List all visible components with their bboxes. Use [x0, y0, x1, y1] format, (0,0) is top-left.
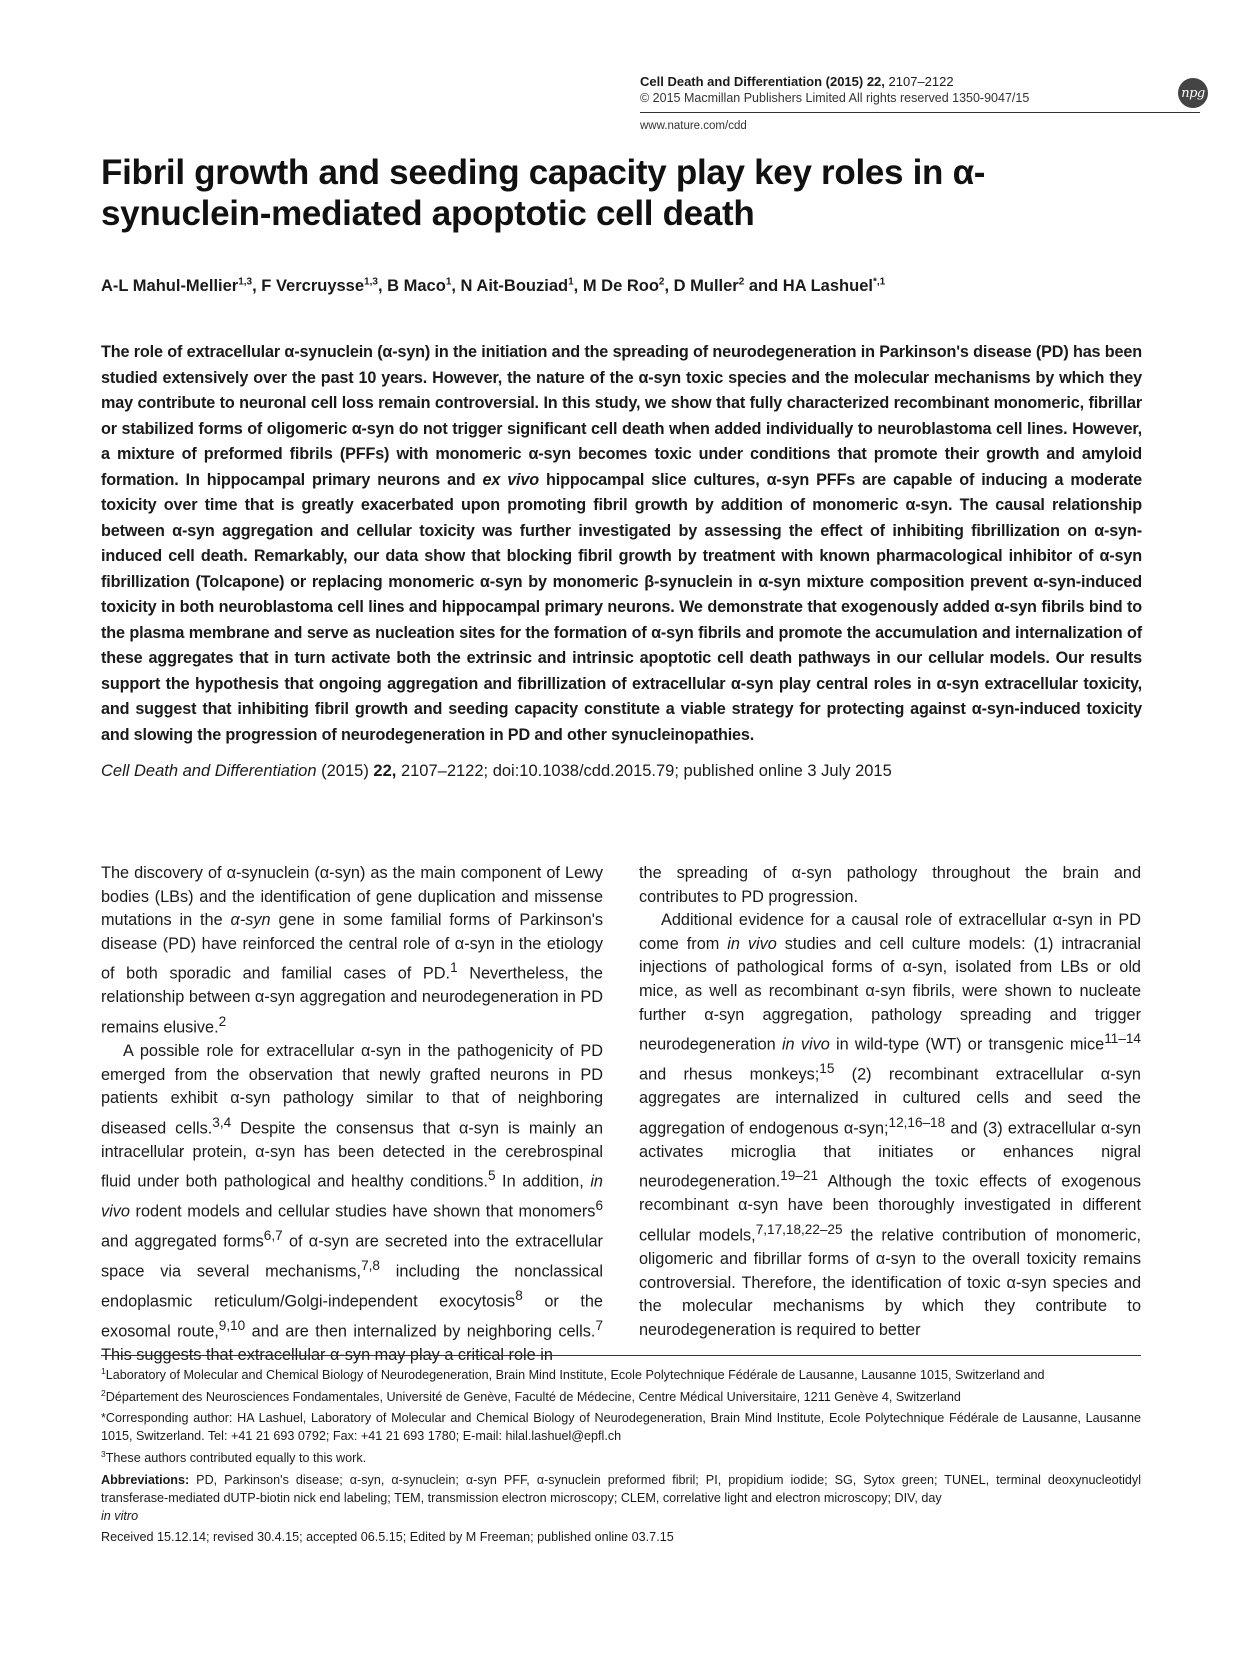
journal-header — [640, 74, 1100, 132]
paragraph: the spreading of α-syn pathology throughout the brain and contributes to PD progression. — [639, 864, 1141, 906]
paragraph: A possible role for extracellular α-syn in the pathogenicity of PD emerged from the observation that newly grafted neurons in PD patients exhibit α-syn pathology similar to that of neighboring diseased cells.$^{3,4}$ Despite the consensus that α-syn is mainly an intracellular protein, α-syn has been detected in the cerebrospinal fluid under both pathological and healthy conditions.$^5$ In addition, in vivo rodent models and cellular studies have shown that monomers$^6$ and aggregated forms$^{6,7}$ of α-syn are secreted into the extracellular space via several mechanisms,$^{7,8}$ including the nonclassical endoplasmic reticulum/Golgi-independent exocytosis$^8$ or the exosomal route,$^{9,10}$ and are then internalized by neighboring cells.$^7$ This suggests that extracellular α-syn may play a critical role in — [101, 1042, 604, 1365]
affiliations-footnote: $^1$Laboratory of Molecular and Chemical Biology of Neurodegeneration, Brain Mind Institute, Ecole Polytechnique Fédérale de Lausanne, Lausanne 1015, Switzerland and $^2$Département des Neurosciences Fondamentales, Université de Genève, Faculté de Médecine, Centre Médical Universitaire, 1211 Genève 4, Switzerland — [101, 1366, 1045, 1405]
authors-1: A-L Mahul-Mellier$^{1,3}$, F Vercruysse$^{1,3}$, B Maco$^1$, N Ait-Bouziad$^1$, M De Roo$^2$, D Muller$^2$ and HA Lashuel$^{*,1}$ — [101, 276, 886, 295]
abbreviations-footnote: Abbreviations: PD, Parkinson's disease; α-syn, α-synuclein; α-syn PFF, α-synuclein preformed fibril; PI, propidium iodide; SG, Sytox green; TUNEL, terminal deoxynucleotidyl transferase-mediated dUTP-biotin nick end labeling; TEM, transmission electron microscopy; CLEM, correlative light and electron microscopy; DIV, day in vitro — [101, 1472, 1141, 1523]
article-title: Fibril growth and seeding capacity play key roles in α-synuclein-mediated apoptotic cell death — [101, 153, 986, 233]
received-dates: Received 15.12.14; revised 30.4.15; accepted 06.5.15; Edited by M Freeman; published online 03.7.15 — [101, 1529, 674, 1544]
equal-contribution-footnote: $^3$These authors contributed equally to this work. — [101, 1449, 367, 1466]
paragraph: Additional evidence for a causal role of extracellular α-syn in PD come from in vivo studies and cell culture models: (1) intracranial injections of pathological forms of α-syn, isolated from LBs or old mice, as well as recombinant α-syn fibrils, were shown to nucleate further α-syn aggregation, pathology spreading and trigger neurodegeneration in vivo in wild-type (WT) or transgenic mice$^{11-14}$ and rhesus monkeys;$^{15}$ (2) recombinant extracellular α-syn aggregates are internalized in cultured cells and seed the aggregation of endogenous α-syn;$^{12,16-18}$ and (3) extracellular α-syn activates microglia that initiates or enhances nigral neurodegeneration.$^{19-21}$ Although the toxic effects of exogenous recombinant α-syn have been thoroughly investigated in different cellular models,$^{7,17,18,22-25}$ the relative contribution of monomeric, oligomeric and fibrillar forms of α-syn to the overall toxicity remains controversial. Therefore, the identification of toxic α-syn species and the molecular mechanisms by which they contribute to neurodegeneration is required to better — [639, 911, 1141, 1339]
citation-journal: Cell Death and Differentiation — [101, 762, 317, 780]
npg-logo: npg — [1178, 78, 1208, 108]
abstract: The role of extracellular α-synuclein (α-syn) in the initiation and the spreading of neurodegeneration in Parkinson's disease (PD) has been studied extensively over the past 10 years. However, the nature of the α-syn toxic species and the molecular mechanisms by which they may contribute to neuronal cell loss remain controversial. In this study, we show that fully characterized recombinant monomeric, fibrillar or stabilized forms of oligomeric α-syn do not trigger significant cell death when added individually to neuroblastoma cell lines. However, a mixture of preformed fibrils (PFFs) with monomeric α-syn becomes toxic under conditions that promote their growth and amyloid formation. In hippocampal primary neurons and ex vivo hippocampal slice cultures, α-syn PFFs are capable of inducing a moderate toxicity over time that is greatly exacerbated upon promoting fibril growth by addition of monomeric α-syn. The causal relationship between α-syn aggregation and cellular toxicity was further investigated by assessing the effect of inhibiting fibrillization on α-syn-induced cell death. Remarkably, our data show that blocking fibril growth by treatment with known pharmacological inhibitor of α-syn fibrillization (Tolcapone) or replacing monomeric α-syn by monomeric β-synuclein in α-syn mixture composition prevent α-syn-induced toxicity in both neuroblastoma cell lines and hippocampal primary neurons. We demonstrate that exogenously added α-syn fibrils bind to the plasma membrane and serve as nucleation sites for the formation of α-syn fibrils and promote the accumulation and internalization of these aggregates that in turn activate both the extrinsic and intrinsic apoptotic cell death pathways in our cellular models. Our results support the hypothesis that ongoing aggregation and fibrillization of extracellular α-syn play central roles in α-syn extracellular toxicity, and suggest that inhibiting fibril growth and seeding capacity constitute a viable strategy for protecting against α-syn-induced toxicity and slowing the progression of neurodegeneration in PD and other synucleinopathies. — [101, 343, 1142, 744]
corresponding-author-footnote: *Corresponding author: HA Lashuel, Laboratory of Molecular and Chemical Biology of Neurodegeneration, Brain Mind Institute, Ecole Polytechnique Fédérale de Lausanne, Lausanne 1015, Switzerland. Tel: +41 21 693 0792; Fax: +41 21 693 1780; E-mail: hilal.lashuel@epfl.ch — [101, 1411, 1141, 1444]
header-rule — [640, 112, 1200, 113]
journal-pages: 2107–2122 — [888, 74, 954, 89]
journal-url[interactable]: www.nature.com/cdd — [640, 120, 747, 132]
footnote-rule — [101, 1355, 1141, 1356]
citation-line — [101, 762, 1141, 781]
citation-details: (2015) 22, 2107–2122; doi:10.1038/cdd.2015.79; published online 3 July 2015 — [321, 762, 892, 780]
author-list — [101, 276, 1141, 296]
journal-reference — [640, 74, 1100, 90]
body-column-right — [639, 862, 1141, 1342]
journal-name: Cell Death and Differentiation (2015) 22, — [640, 74, 885, 89]
footnotes — [101, 1362, 1141, 1546]
body-column-left — [101, 862, 603, 1368]
paragraph: The discovery of α-synuclein (α-syn) as the main component of Lewy bodies (LBs) and the identification of gene duplication and missense mutations in the α-syn gene in some familial forms of Parkinson's disease (PD) have reinforced the central role of α-syn in the etiology of both sporadic and familial cases of PD.$^1$ Nevertheless, the relationship between α-syn aggregation and neurodegeneration in PD remains elusive.$^2$ — [101, 864, 604, 1037]
copyright-line: © 2015 Macmillan Publishers Limited All rights reserved 1350-9047/15 — [640, 91, 1030, 105]
